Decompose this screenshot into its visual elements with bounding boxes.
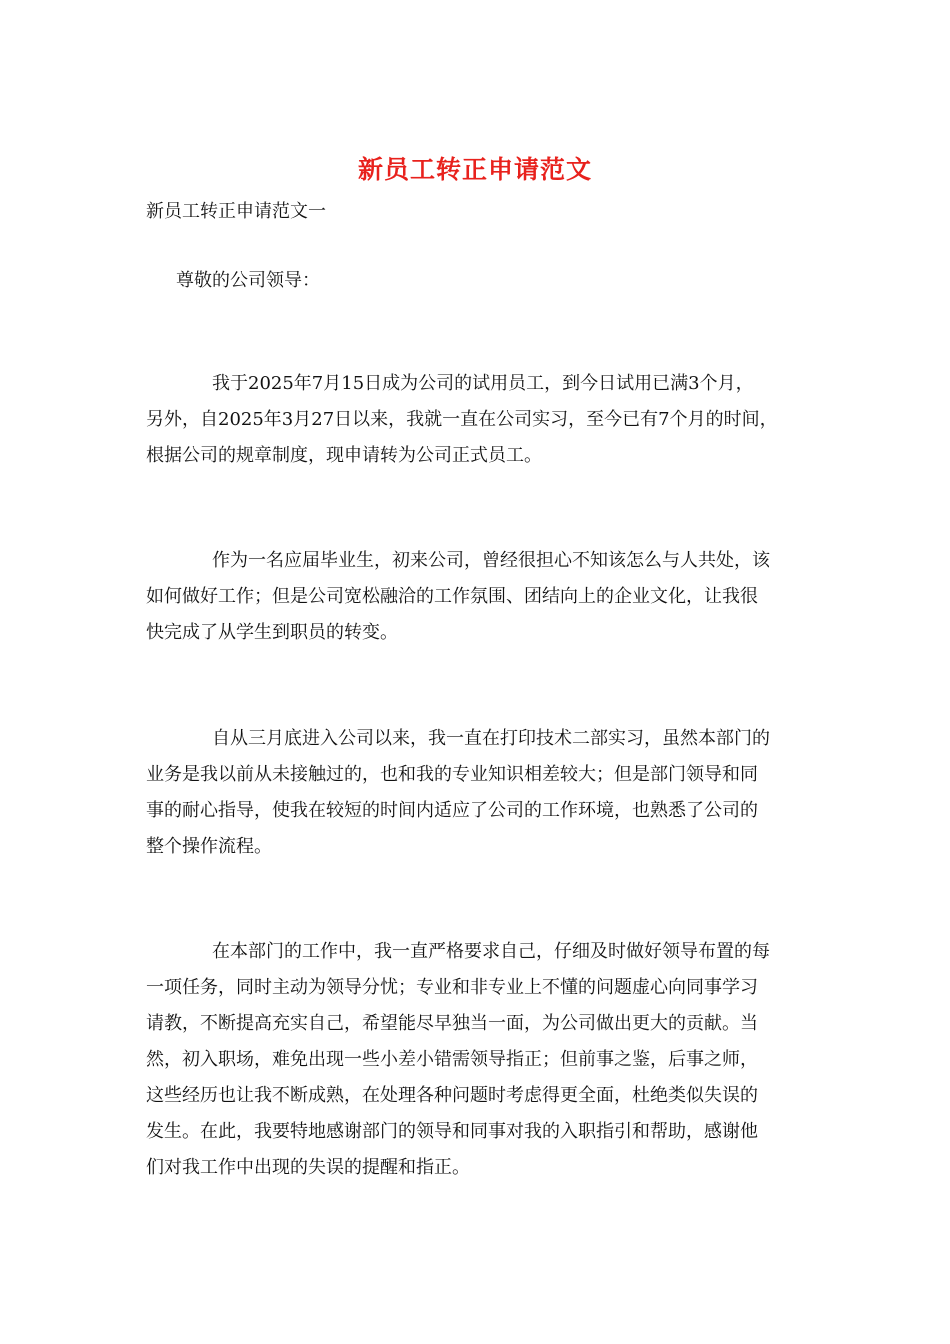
paragraph-line: 然，初入职场，难免出现一些小差小错需领导指正；但前事之鉴，后事之师， — [146, 1049, 758, 1070]
document-title: 新员工转正申请范文 — [357, 155, 592, 184]
paragraph-1 — [146, 366, 826, 474]
document-subtitle: 新员工转正申请范文一 — [146, 201, 326, 222]
paragraph-line: 请教，不断提高充实自己，希望能尽早独当一面，为公司做出更大的贡献。当 — [146, 1013, 758, 1034]
paragraph-line: 自从三月底进入公司以来，我一直在打印技术二部实习，虽然本部门的 — [212, 728, 770, 749]
paragraph-line: 事的耐心指导，使我在较短的时间内适应了公司的工作环境，也熟悉了公司的 — [146, 800, 758, 821]
paragraph-line: 在本部门的工作中，我一直严格要求自己，仔细及时做好领导布置的每 — [212, 941, 770, 962]
paragraph-line: 作为一名应届毕业生，初来公司，曾经很担心不知该怎么与人共处，该 — [212, 550, 770, 571]
paragraph-3 — [146, 721, 826, 865]
paragraph-line: 根据公司的规章制度，现申请转为公司正式员工。 — [146, 445, 542, 466]
paragraph-2 — [146, 543, 826, 651]
paragraph-line: 一项任务，同时主动为领导分忧；专业和非专业上不懂的问题虚心向同事学习 — [146, 977, 758, 998]
paragraph-line: 业务是我以前从未接触过的，也和我的专业知识相差较大；但是部门领导和同 — [146, 764, 758, 785]
paragraph-line: 快完成了从学生到职员的转变。 — [146, 622, 398, 643]
paragraph-4 — [146, 934, 826, 1186]
paragraph-line: 我于2025年7月15日成为公司的试用员工，到今日试用已满3个月， — [212, 373, 754, 394]
paragraph-line: 发生。在此，我要特地感谢部门的领导和同事对我的入职指引和帮助，感谢他 — [146, 1121, 758, 1142]
salutation: 尊敬的公司领导： — [176, 270, 320, 291]
paragraph-line: 如何做好工作；但是公司宽松融洽的工作氛围、团结向上的企业文化，让我很 — [146, 586, 758, 607]
paragraph-line: 们对我工作中出现的失误的提醒和指正。 — [146, 1157, 470, 1178]
paragraph-line: 另外，自2025年3月27日以来，我就一直在公司实习，至今已有7个月的时间， — [146, 409, 778, 430]
paragraph-line: 整个操作流程。 — [146, 836, 272, 857]
paragraph-line: 这些经历也让我不断成熟，在处理各种问题时考虑得更全面，杜绝类似失误的 — [146, 1085, 758, 1106]
